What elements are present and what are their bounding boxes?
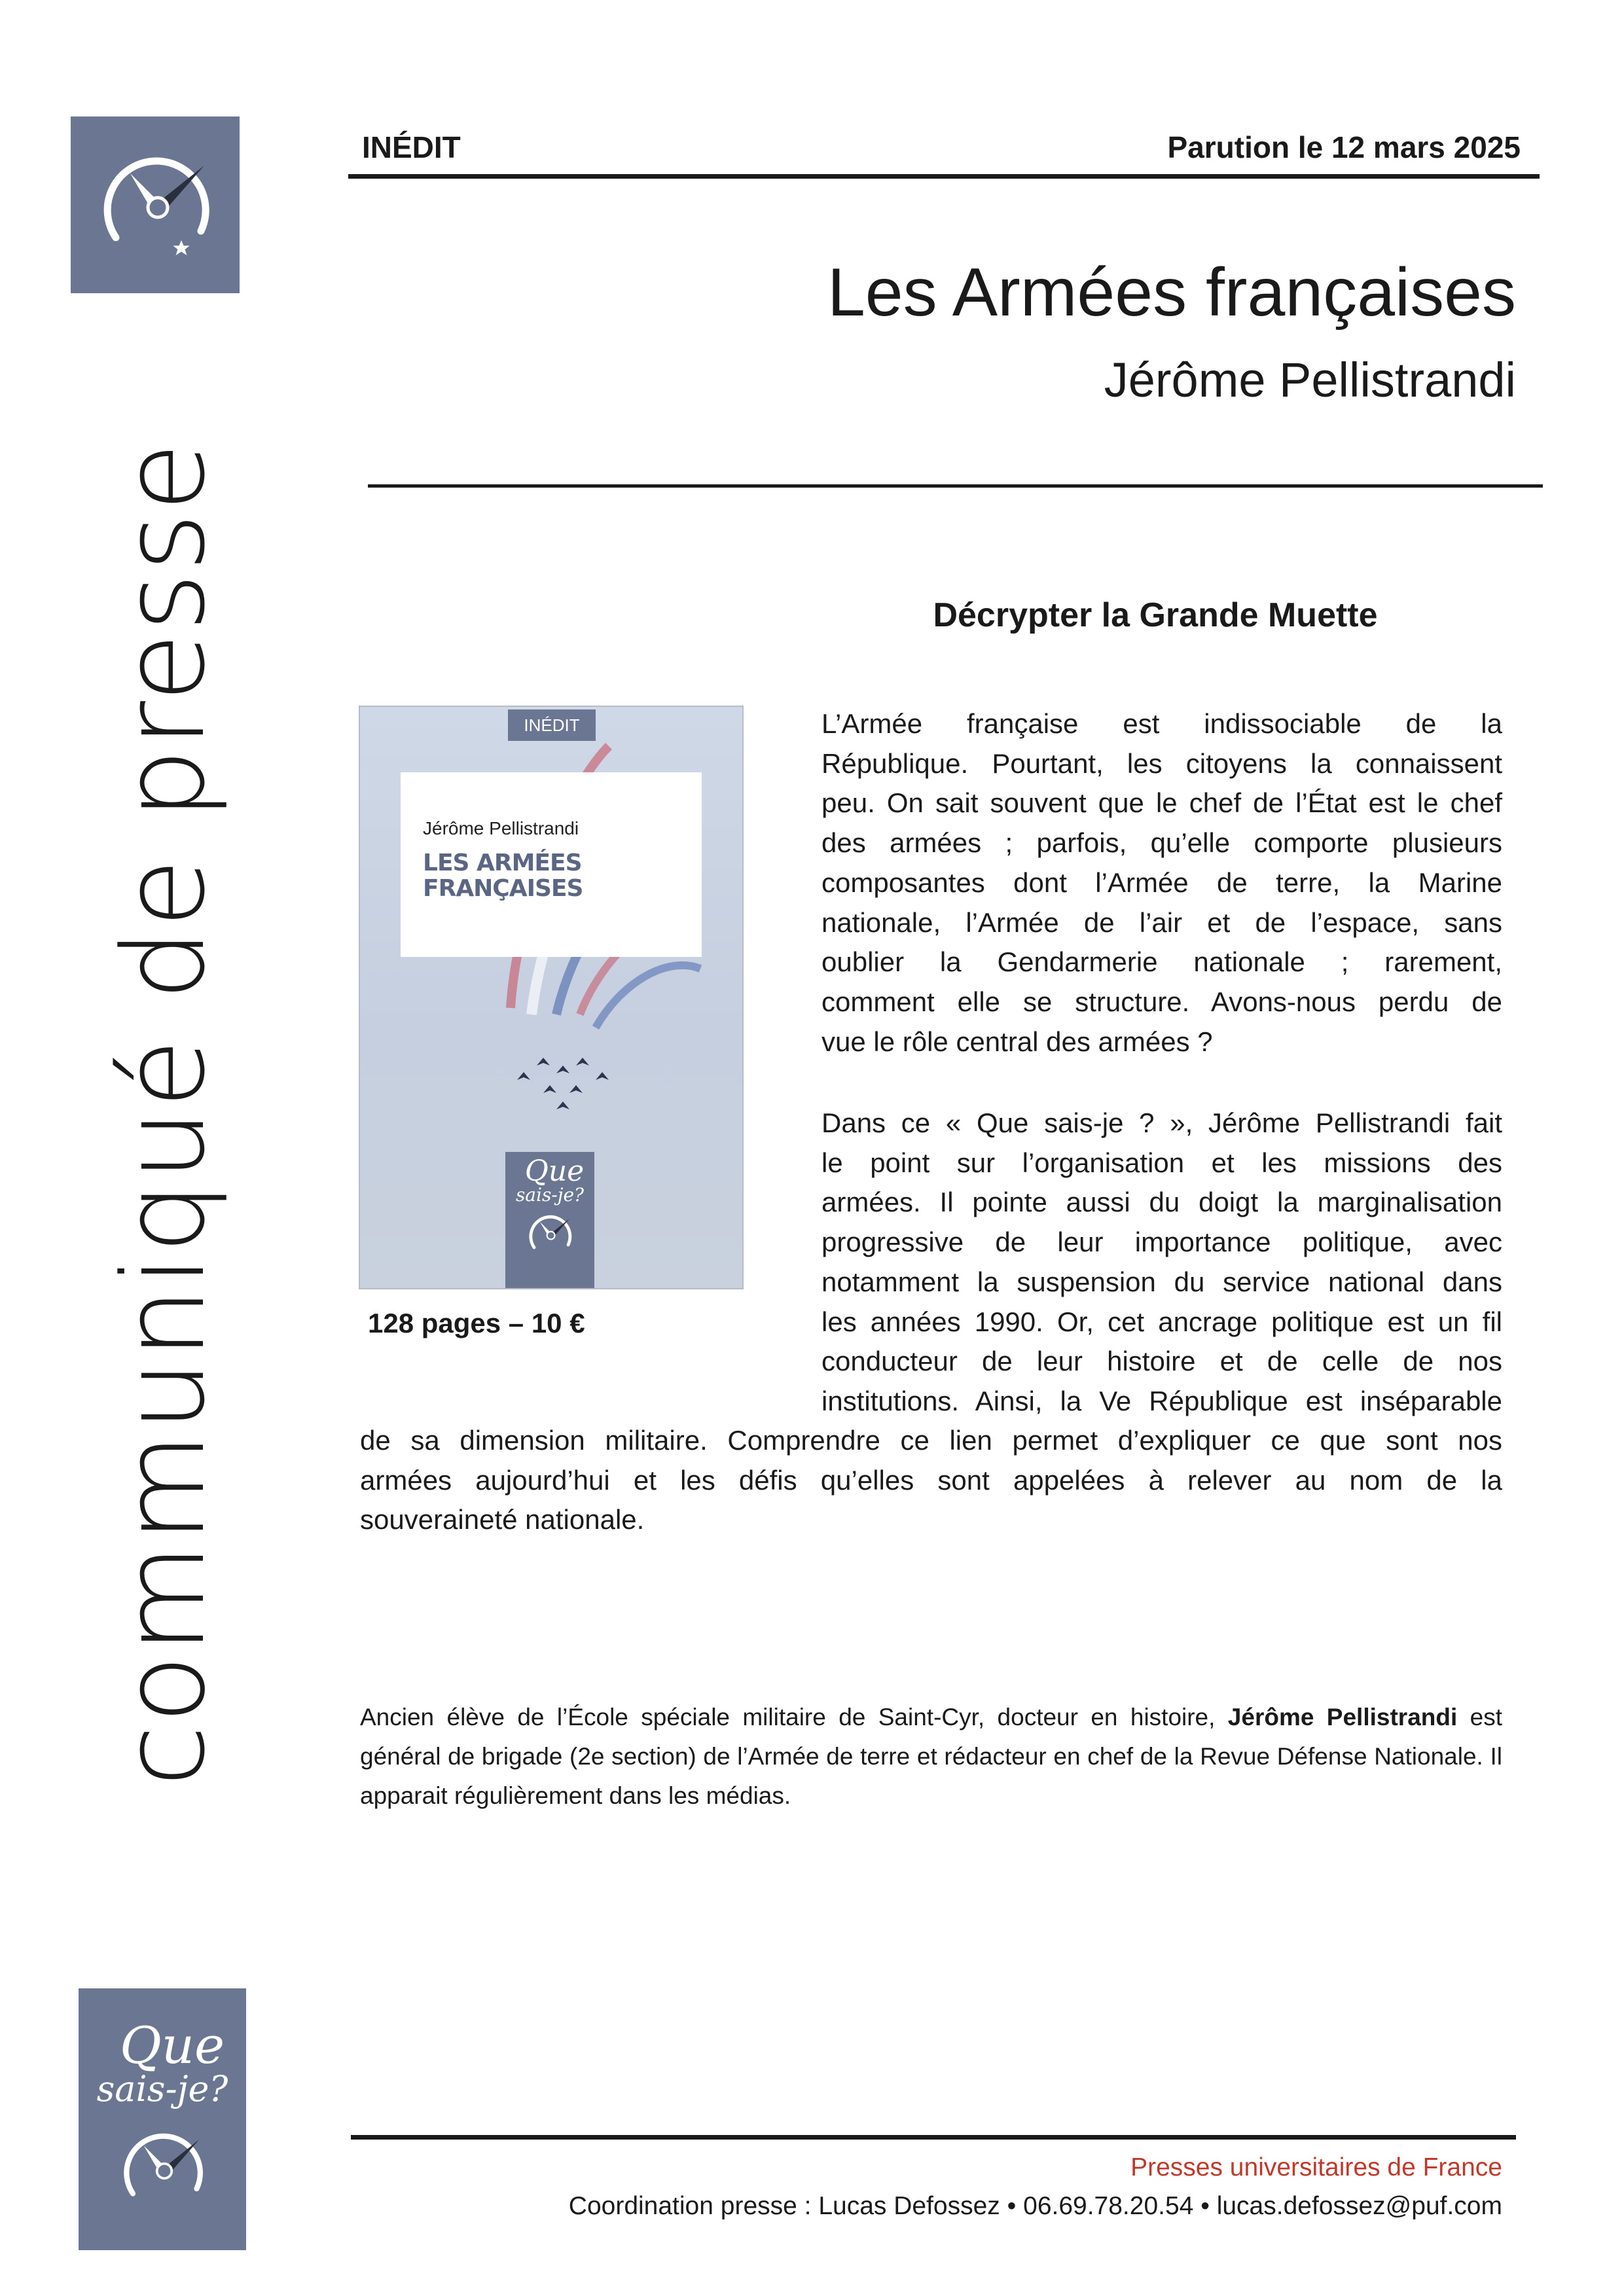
compass-icon — [113, 2120, 211, 2218]
text-line: Dans ce « Que sais-je ? », Jérôme Pellistrandi fait — [821, 1107, 1502, 1138]
cover-title: LES ARMÉES FRANÇAISES — [423, 850, 583, 902]
tagline: Décrypter la Grande Muette — [933, 596, 1378, 634]
publisher-name: Presses universitaires de France — [1130, 2153, 1502, 2181]
text-line: vue le rôle central des armées ? — [821, 1026, 1213, 1057]
book-title: Les Armées françaises — [827, 255, 1516, 331]
logo-top — [71, 117, 240, 293]
footer-rule — [351, 2135, 1516, 2140]
cover-author: Jérôme Pellistrandi — [423, 818, 579, 838]
text-line: souveraineté nationale. — [360, 1504, 645, 1535]
paragraph-2-continued — [360, 1421, 1502, 1540]
text-line: comment elle se structure. Avons-nous perdu de — [821, 986, 1502, 1017]
cover-title-card — [401, 772, 702, 957]
series-wordmark-line1: Que — [119, 2017, 225, 2075]
book-author: Jérôme Pellistrandi — [1104, 353, 1516, 407]
text-line: institutions. Ainsi, la Ve République est inséparable — [821, 1385, 1502, 1416]
header-rule — [348, 174, 1540, 179]
title-rule — [368, 484, 1543, 488]
book-cover — [359, 706, 744, 1289]
compass-icon — [524, 1208, 576, 1261]
press-contact: Coordination presse : Lucas Defossez • 06.69.78.20.54 • lucas.defossez@puf.com — [568, 2192, 1502, 2220]
cover-series-line1: Que — [524, 1155, 585, 1188]
status-tag: INÉDIT — [362, 130, 461, 164]
vertical-title: communiqué de presse — [98, 440, 230, 1787]
cover-badge: INÉDIT — [508, 709, 596, 741]
text-line: nationale, l’Armée de l’air et de l’espace, sans — [821, 906, 1502, 938]
text-line: peu. On sait souvent que le chef de l’État est le chef — [821, 787, 1502, 819]
cover-series-line2: sais-je? — [515, 1184, 585, 1206]
price-line: 128 pages – 10 € — [368, 1308, 585, 1338]
paragraph-1 — [821, 704, 1502, 1062]
text-line: République. Pourtant, les citoyens la connaissent — [821, 747, 1502, 779]
text-line: le point sur l’organisation et les missions des — [821, 1147, 1502, 1178]
text-line: composantes dont l’Armée de terre, la Marine — [821, 867, 1502, 898]
text-line: de sa dimension militaire. Comprendre ce lien permet d’expliquer ce que sont nos — [360, 1425, 1502, 1456]
text-line: notamment la suspension du service national dans — [821, 1266, 1502, 1297]
compass-icon — [90, 139, 221, 270]
logo-bottom — [79, 1988, 246, 2250]
text-line: oublier la Gendarmerie nationale ; rarement, — [821, 946, 1502, 978]
text-line: progressive de leur importance politique, avec — [821, 1227, 1502, 1258]
release-date: Parution le 12 mars 2025 — [1167, 130, 1521, 164]
bio-text-end: est général de brigade (2e section) de l’Armée de terre et rédacteur en chef de la Revue Défense Nationale. Il apparait régulièrement dans les médias. — [360, 1704, 1502, 1809]
text-line: les années 1990. Or, cet ancrage politique est un fil — [821, 1306, 1502, 1337]
paragraph-2 — [821, 1103, 1502, 1422]
text-line: L’Armée française est indissociable de la — [821, 708, 1502, 739]
cover-series-logo — [505, 1152, 594, 1288]
series-wordmark-line2: sais-je? — [96, 2068, 228, 2109]
text-line: conducteur de leur histoire et de celle de nos — [821, 1346, 1502, 1377]
bio-author-name: Jérôme Pellistrandi — [1227, 1704, 1458, 1731]
bio-text-start: Ancien élève de l’École spéciale militaire de Saint-Cyr, docteur en histoire, — [360, 1704, 1228, 1731]
author-bio — [360, 1698, 1502, 1816]
text-line: armées. Il pointe aussi du doigt la marginalisation — [821, 1187, 1502, 1218]
text-line: armées aujourd’hui et les défis qu’elles sont appelées à relever au nom de la — [360, 1464, 1502, 1496]
text-line: des armées ; parfois, qu’elle comporte plusieurs — [821, 827, 1502, 859]
